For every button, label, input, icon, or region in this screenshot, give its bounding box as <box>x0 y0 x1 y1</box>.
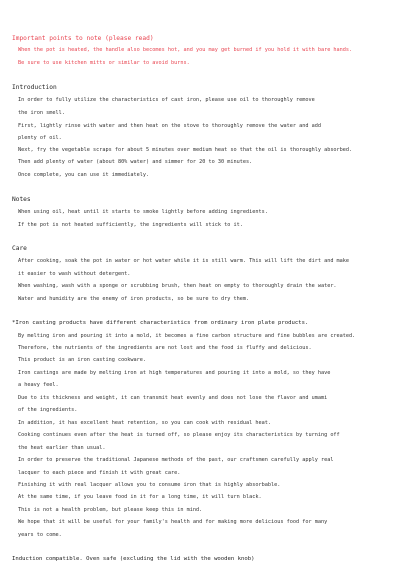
characteristics-line: In addition, it has excellent heat retention, so you can cook with residual heat. <box>18 420 271 426</box>
characteristics-line: In order to preserve the traditional Japanese methods of the past, our craftsmen carefully apply real <box>18 457 334 463</box>
introduction-line: Once complete, you can use it immediately. <box>18 172 150 178</box>
care-heading: Care <box>12 245 27 252</box>
introduction-line: Then add plenty of water (about 80% water) and simmer for 20 to 30 minutes. <box>18 159 253 165</box>
notes-line: If the pot is not heated sufficiently, the ingredients will stick to it. <box>18 222 243 228</box>
important-line: Be sure to use kitchen mitts or similar to avoid burns. <box>18 60 190 66</box>
compatibility-note: Induction compatible. Oven safe (excluding the lid with the wooden knob) <box>12 556 255 562</box>
care-line: Water and humidity are the enemy of iron products, so be sure to dry them. <box>18 296 250 302</box>
introduction-line: Next, fry the vegetable scraps for about 5 minutes over medium heat so that the oil is thoroughly absorbed. <box>18 147 353 153</box>
care-line: it easier to wash without detergent. <box>18 271 131 277</box>
introduction-heading: Introduction <box>12 84 57 91</box>
introduction-line: First, lightly rinse with water and then heat on the stove to thoroughly remove the water and add <box>18 123 321 129</box>
characteristics-line: Iron castings are made by melting iron at high temperatures and pouring it into a mold, so they have <box>18 370 331 376</box>
care-line: When washing, wash with a sponge or scrubbing brush, then heat on empty to thoroughly drain the water. <box>18 283 337 289</box>
introduction-line: In order to fully utilize the characteristics of cast iron, please use oil to thoroughly remove <box>18 97 315 103</box>
care-line: After cooking, soak the pot in water or hot water while it is still warm. This will lift the dirt and make <box>18 258 350 264</box>
important-line: When the pot is heated, the handle also becomes hot, and you may get burned if you hold it with bare hands. <box>18 47 353 53</box>
introduction-line: the iron smell. <box>18 110 65 116</box>
characteristics-line: years to come. <box>18 532 62 538</box>
characteristics-line: Cooking continues even after the heat is turned off, so please enjoy its characteristics by turning off <box>18 432 340 438</box>
characteristics-line: lacquer to each piece and finish it with great care. <box>18 470 181 476</box>
introduction-line: plenty of oil. <box>18 135 62 141</box>
characteristics-line: of the ingredients. <box>18 407 78 413</box>
characteristics-line: At the same time, if you leave food in it for a long time, it will turn black. <box>18 494 262 500</box>
characteristics-line: We hope that it will be useful for your family's health and for making more delicious food for many <box>18 519 328 525</box>
important-heading: Important points to note (please read) <box>12 35 154 42</box>
notes-line: When using oil, heat until it starts to smoke lightly before adding ingredients. <box>18 209 268 215</box>
characteristics-line: a heavy feel. <box>18 382 59 388</box>
characteristics-line: By melting iron and pouring it into a mold, it becomes a fine carbon structure and fine bubbles are created. <box>18 333 356 339</box>
characteristics-line: Therefore, the nutrients of the ingredients are not lost and the food is fluffy and delicious. <box>18 345 312 351</box>
characteristics-heading: *Iron casting products have different characteristics from ordinary iron plate products. <box>12 320 309 326</box>
characteristics-line: Due to its thickness and weight, it can transmit heat evenly and does not lose the flavor and umami <box>18 395 328 401</box>
characteristics-line: Finishing it with real lacquer allows you to consume iron that is highly absorbable. <box>18 482 281 488</box>
notes-heading: Notes <box>12 196 31 203</box>
characteristics-line: This product is an iron casting cookware. <box>18 357 147 363</box>
characteristics-line: This is not a health problem, but please keep this in mind. <box>18 507 203 513</box>
characteristics-line: the heat earlier than usual. <box>18 445 106 451</box>
